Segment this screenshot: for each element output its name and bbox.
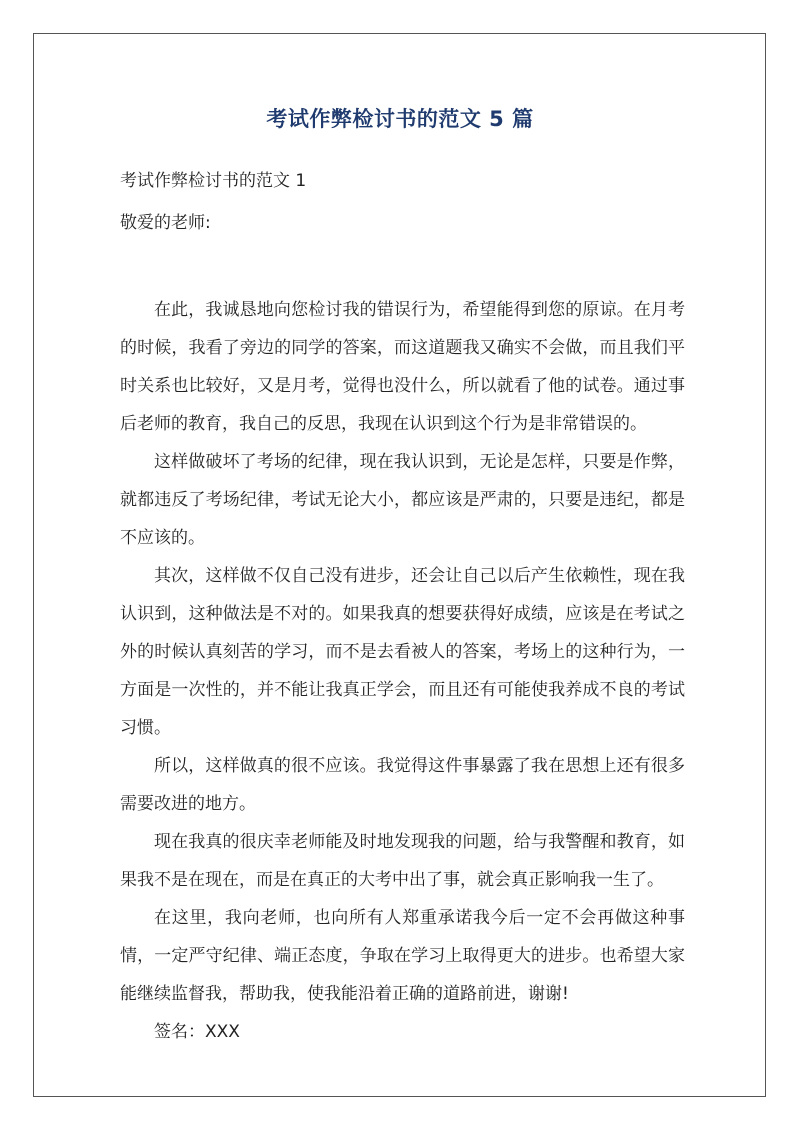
signature: 签名：XXX: [154, 1022, 240, 1042]
paragraph-apology: 在此，我诚恳地向您检讨我的错误行为，希望能得到您的原谅。在月考的时候，我看了旁边的同学的答案，而这道题我又确实不会做，而且我们平时关系也比较好，又是月考，觉得也没什么，所以就看了他的试卷。通过事后老师的教育，我自己的反思，我现在认识到这个行为是非常错误的。: [120, 300, 685, 434]
paragraph-discipline: 这样做破坏了考场的纪律，现在我认识到，无论是怎样，只要是作弊，就都违反了考场纪律，考试无论大小，都应该是严肃的，只要是违纪，都是不应该的。: [120, 452, 685, 548]
salutation: 敬爱的老师:: [120, 213, 211, 233]
document-subtitle: 考试作弊检讨书的范文 1: [120, 171, 307, 191]
document-title: 考试作弊检讨书的范文 5 篇: [266, 107, 534, 131]
paragraph-dependency: 其次，这样做不仅自己没有进步，还会让自己以后产生依赖性，现在我认识到，这种做法是不对的。如果我真的想要获得好成绩，应该是在考试之外的时候认真刻苦的学习，而不是去看被人的答案，考场上的这种行为，一方面是一次性的，并不能让我真正学会，而且还有可能使我养成不良的考试习惯。: [120, 566, 685, 738]
paragraph-promise: 在这里，我向老师，也向所有人郑重承诺我今后一定不会再做这种事情，一定严守纪律、端正态度，争取在学习上取得更大的进步。也希望大家能继续监督我，帮助我，使我能沿着正确的道路前进，谢谢!: [120, 908, 685, 1004]
letter-body: [120, 291, 685, 1051]
paragraph-reflection: 所以，这样做真的很不应该。我觉得这件事暴露了我在思想上还有很多需要改进的地方。: [120, 756, 685, 814]
paragraph-gratitude: 现在我真的很庆幸老师能及时地发现我的问题，给与我警醒和教育，如果我不是在现在，而是在真正的大考中出了事，就会真正影响我一生了。: [120, 832, 685, 890]
